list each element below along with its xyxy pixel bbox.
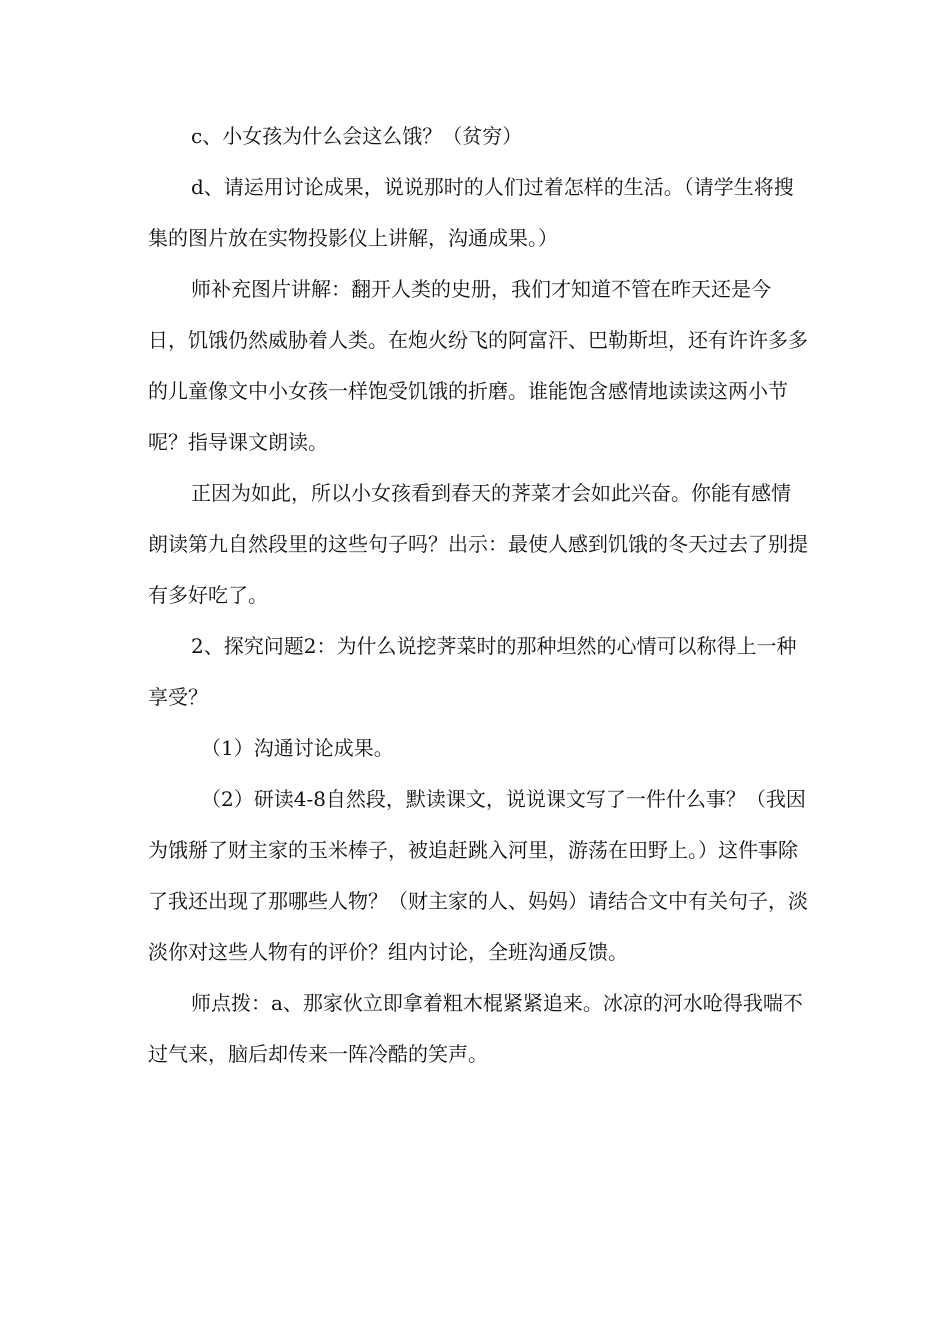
paragraph-question-c: c、小女孩为什么会这么饿？（贫穷）	[191, 124, 523, 148]
document-body	[148, 111, 808, 1080]
paragraph-question-d: d、请运用讨论成果，说说那时的人们过着怎样的生活。（请学生将搜集的图片放在实物投影仪上讲解，沟通成果。）	[148, 175, 794, 250]
paragraph-explore-question-2: 2、探究问题2：为什么说挖荠菜时的那种坦然的心情可以称得上一种享受？	[148, 634, 797, 709]
paragraph-teacher-guidance: 师点拨：a、那家伙立即拿着粗木棍紧紧追来。冰凉的河水呛得我喘不过气来，脑后却传来一阵冷酷的笑声。	[148, 991, 803, 1066]
paragraph-step-2: （2）研读4-8自然段，默读课文，说说课文写了一件什么事？（我因为饿掰了财主家的玉米棒子，被追赶跳入河里，游荡在田野上。）这件事除了我还出现了那哪些人物？（财主家的人、妈妈）请结合文中有关句子，淡淡你对这些人物有的评价？组内讨论，全班沟通反馈。	[148, 787, 808, 964]
paragraph-shepherds-purse: 正因为如此，所以小女孩看到春天的荠菜才会如此兴奋。你能有感情朗读第九自然段里的这些句子吗？出示：最使人感到饥饿的冬天过去了别提有多好吃了。	[148, 481, 808, 607]
paragraph-teacher-explanation: 师补充图片讲解：翻开人类的史册，我们才知道不管在昨天还是今日，饥饿仍然威胁着人类。在炮火纷飞的阿富汗、巴勒斯坦，还有许许多多的儿童像文中小女孩一样饱受饥饿的折磨。谁能饱含感情地读读这两小节呢？指导课文朗读。	[148, 277, 808, 454]
paragraph-step-1: （1）沟通讨论成果。	[201, 736, 394, 760]
